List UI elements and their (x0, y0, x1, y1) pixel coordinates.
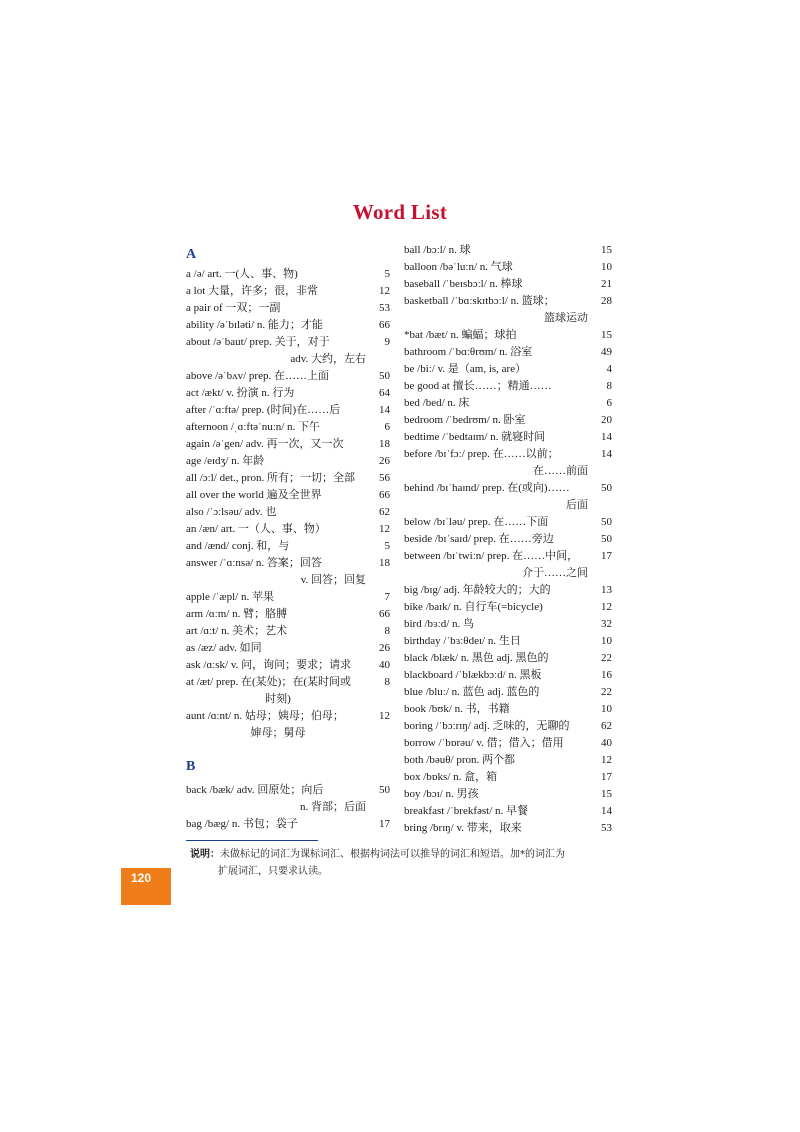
word-entry (186, 385, 390, 402)
word-term: act /ækt/ v. 扮演 n. 行为 (186, 387, 295, 399)
word-entry (186, 816, 390, 833)
word-entry (404, 344, 612, 361)
word-entry (404, 480, 612, 514)
word-entry (404, 786, 612, 803)
word-page-number: 50 (601, 482, 612, 494)
word-entry (404, 684, 612, 701)
word-page-number: 28 (601, 295, 612, 307)
section-letter-a: A (186, 247, 197, 262)
word-entry (186, 436, 390, 453)
word-entry (186, 368, 390, 385)
word-entry (404, 276, 612, 293)
note-divider (186, 840, 318, 841)
word-entry (404, 769, 612, 786)
word-list-right-column (404, 242, 612, 837)
word-term: bathroom /ˈbɑːθrʊm/ n. 浴室 (404, 346, 533, 358)
word-page-number: 12 (379, 523, 390, 535)
word-term: ball /bɔːl/ n. 球 (404, 244, 471, 256)
word-page-number: 50 (601, 516, 612, 528)
word-page-number: 12 (601, 601, 612, 613)
word-entry (404, 667, 612, 684)
word-entry (186, 487, 390, 504)
word-page-number: 17 (379, 818, 390, 830)
section-a-entries (186, 266, 390, 742)
word-term: art /ɑːt/ n. 美术；艺术 (186, 625, 288, 637)
word-page-number: 7 (384, 591, 390, 603)
word-term: bring /brɪŋ/ v. 带来，取来 (404, 822, 522, 834)
word-term: as /æz/ adv. 如同 (186, 642, 262, 654)
word-term: boring /ˈbɔːrɪŋ/ adj. 乏味的，无聊的 (404, 720, 570, 732)
word-page-number: 15 (601, 244, 612, 256)
page-title: Word List (352, 200, 448, 224)
word-term: above /əˈbʌv/ prep. 在……上面 (186, 370, 329, 382)
word-term: afternoon /ˌɑːftəˈnuːn/ n. 下午 (186, 421, 321, 433)
word-page-number: 14 (601, 805, 612, 817)
word-term-continuation: v. 回答；回复 (300, 574, 366, 586)
word-page-number: 62 (379, 506, 390, 518)
word-term-continuation: 时刻) (265, 693, 291, 705)
word-page-number: 64 (379, 387, 390, 399)
word-term: be /biː/ v. 是（am, is, are） (404, 363, 527, 375)
word-entry (404, 242, 612, 259)
word-page-number: 4 (606, 363, 612, 375)
word-term: all /ɔːl/ det., pron. 所有；一切；全部 (186, 472, 355, 484)
word-page-number: 50 (379, 784, 390, 796)
word-term-continuation: 在……前面 (533, 465, 588, 477)
word-page-number: 14 (379, 404, 390, 416)
word-entry (186, 470, 390, 487)
word-page-number: 8 (384, 676, 390, 688)
word-entry (404, 293, 612, 327)
word-term: bedroom /ˈbedrʊm/ n. 卧室 (404, 414, 526, 426)
word-term: below /bɪˈləu/ prep. 在……下面 (404, 516, 549, 528)
word-page-number: 26 (379, 642, 390, 654)
word-entry (404, 752, 612, 769)
word-page-number: 66 (379, 608, 390, 620)
word-entry (186, 538, 390, 555)
word-entry (186, 521, 390, 538)
word-term: before /bɪˈfɔː/ prep. 在……以前； (404, 448, 559, 460)
word-term: also /ˈɔːlsəu/ adv. 也 (186, 506, 277, 518)
word-term: aunt /ɑːnt/ n. 姑母；姨母；伯母； (186, 710, 344, 722)
word-term: both /bəuθ/ pron. 两个都 (404, 754, 515, 766)
section-letter-b: B (186, 759, 196, 774)
word-entry (404, 259, 612, 276)
word-term: answer /ˈɑːnsə/ n. 答案；回答 (186, 557, 322, 569)
word-page-number: 10 (601, 703, 612, 715)
word-term: a /ə/ art. 一(人、事、物) (186, 268, 298, 280)
word-entry (404, 599, 612, 616)
word-entry (404, 548, 612, 582)
word-entry (404, 582, 612, 599)
word-page-number: 18 (379, 438, 390, 450)
page-number-badge: 120 (121, 868, 171, 905)
word-term: ask /ɑːsk/ v. 问，询问；要求；请求 (186, 659, 352, 671)
word-page-number: 12 (601, 754, 612, 766)
word-term-continuation: 介于……之间 (522, 567, 588, 579)
word-page-number: 32 (601, 618, 612, 630)
word-page-number: 53 (601, 822, 612, 834)
word-term: baseball /ˈbeɪsbɔːl/ n. 棒球 (404, 278, 523, 290)
word-entry (186, 589, 390, 606)
note-label: 说明： (190, 849, 220, 860)
word-page-number: 14 (601, 448, 612, 460)
word-term: bedtime /ˈbedtaɪm/ n. 就寝时间 (404, 431, 546, 443)
note-line-2: 扩展词汇，只要求认读。 (218, 866, 328, 877)
word-entry (404, 395, 612, 412)
word-entry (186, 504, 390, 521)
word-entry (186, 283, 390, 300)
word-term-continuation: n. 背部；后面 (300, 801, 366, 813)
word-page-number: 50 (379, 370, 390, 382)
word-term: a lot 大量，许多；很，非常 (186, 285, 318, 297)
word-entry (186, 606, 390, 623)
word-page-number: 22 (601, 652, 612, 664)
word-term: at /æt/ prep. 在(某处)；在(某时间或 (186, 676, 351, 688)
word-entry (186, 266, 390, 283)
word-page-number: 14 (601, 431, 612, 443)
word-term: apple /ˈæpl/ n. 苹果 (186, 591, 274, 603)
section-b-entries-right (404, 242, 612, 837)
word-term-continuation: 后面 (566, 499, 588, 511)
word-term-continuation: adv. 大约，左右 (290, 353, 366, 365)
word-entry (186, 419, 390, 436)
word-entry (186, 453, 390, 470)
word-entry (186, 708, 390, 742)
word-entry (404, 820, 612, 837)
note-line-1: 未做标记的词汇为课标词汇、根据构词法可以推导的词汇和短语。加*的词汇为 (220, 849, 565, 860)
word-term: between /bɪˈtwiːn/ prep. 在……中间， (404, 550, 579, 562)
word-entry (186, 782, 390, 816)
word-term: all over the world 遍及全世界 (186, 489, 322, 501)
word-term: age /eɪdʒ/ n. 年龄 (186, 455, 265, 467)
word-page-number: 50 (601, 533, 612, 545)
word-page-number: 26 (379, 455, 390, 467)
word-term: ability /əˈbɪləti/ n. 能力；才能 (186, 319, 323, 331)
word-page-number: 13 (601, 584, 612, 596)
word-page-number: 62 (601, 720, 612, 732)
word-entry (404, 514, 612, 531)
word-list-left-column (186, 242, 390, 833)
word-entry (186, 334, 390, 368)
word-page-number: 40 (379, 659, 390, 671)
word-entry (186, 674, 390, 708)
word-term: bed /bed/ n. 床 (404, 397, 470, 409)
word-entry (404, 616, 612, 633)
word-entry (404, 361, 612, 378)
word-page-number: 10 (601, 635, 612, 647)
footnote (190, 846, 620, 880)
word-page-number: 12 (379, 285, 390, 297)
word-term: boy /bɔɪ/ n. 男孩 (404, 788, 479, 800)
word-term: be good at 擅长……；精通…… (404, 380, 552, 392)
word-page-number: 15 (601, 788, 612, 800)
word-page-number: 8 (384, 625, 390, 637)
word-term: bag /bæg/ n. 书包；袋子 (186, 818, 298, 830)
word-page-number: 22 (601, 686, 612, 698)
word-page-number: 15 (601, 329, 612, 341)
word-entry (404, 429, 612, 446)
word-term: again /əˈgen/ adv. 再一次，又一次 (186, 438, 344, 450)
word-entry (404, 718, 612, 735)
word-entry (404, 803, 612, 820)
word-entry (186, 402, 390, 419)
word-term: birthday /ˈbɜːθdeɪ/ n. 生日 (404, 635, 521, 647)
word-entry (404, 412, 612, 429)
word-term: book /bʊk/ n. 书，书籍 (404, 703, 510, 715)
word-term-continuation: 婶母；舅母 (250, 727, 306, 739)
word-term: a pair of 一双；一副 (186, 302, 281, 314)
word-page-number: 66 (379, 319, 390, 331)
word-page-number: 5 (384, 268, 390, 280)
word-term: borrow /ˈbɒrəu/ v. 借；借入；借用 (404, 737, 564, 749)
word-page-number: 17 (601, 771, 612, 783)
word-term: big /bɪg/ adj. 年龄较大的；大的 (404, 584, 551, 596)
word-page-number: 53 (379, 302, 390, 314)
word-entry (186, 623, 390, 640)
word-page-number: 49 (601, 346, 612, 358)
word-entry (404, 531, 612, 548)
word-entry (404, 650, 612, 667)
word-entry (186, 555, 390, 589)
word-term: blue /bluː/ n. 蓝色 adj. 蓝色的 (404, 686, 540, 698)
word-term: blackboard /ˈblækbɔːd/ n. 黑板 (404, 669, 542, 681)
word-page-number: 17 (601, 550, 612, 562)
word-term: back /bæk/ adv. 回原处；向后 (186, 784, 324, 796)
word-entry (186, 317, 390, 334)
section-b-entries-left (186, 782, 390, 833)
word-page-number: 8 (606, 380, 612, 392)
word-term: arm /ɑːm/ n. 臂；胳膊 (186, 608, 288, 620)
word-entry (186, 640, 390, 657)
word-term: bird /bɜːd/ n. 鸟 (404, 618, 475, 630)
word-page-number: 9 (384, 336, 390, 348)
word-term: after /ˈɑːftə/ prep. (时间)在……后 (186, 404, 341, 416)
word-term-continuation: 篮球运动 (544, 312, 588, 324)
word-page-number: 10 (601, 261, 612, 273)
word-term: and /ænd/ conj. 和，与 (186, 540, 290, 552)
word-page-number: 18 (379, 557, 390, 569)
word-term: behind /bɪˈhaɪnd/ prep. 在(或向)…… (404, 482, 570, 494)
word-term: black /blæk/ n. 黑色 adj. 黑色的 (404, 652, 549, 664)
word-page-number: 6 (606, 397, 612, 409)
word-entry (404, 701, 612, 718)
word-page-number: 12 (379, 710, 390, 722)
word-entry (404, 446, 612, 480)
word-entry (404, 633, 612, 650)
word-page-number: 66 (379, 489, 390, 501)
word-entry (404, 378, 612, 395)
word-page-number: 20 (601, 414, 612, 426)
word-term: bike /baɪk/ n. 自行车(=bicycle) (404, 601, 543, 613)
word-entry (186, 657, 390, 674)
word-term: breakfast /ˈbrekfəst/ n. 早餐 (404, 805, 529, 817)
word-term: an /æn/ art. 一（人、事、物） (186, 523, 326, 535)
word-page-number: 16 (601, 669, 612, 681)
word-entry (404, 735, 612, 752)
word-page-number: 6 (384, 421, 390, 433)
word-page-number: 5 (384, 540, 390, 552)
word-term: *bat /bæt/ n. 蝙蝠；球拍 (404, 329, 517, 341)
word-term: basketball /ˈbɑːskɪtbɔːl/ n. 篮球； (404, 295, 555, 307)
word-page-number: 56 (379, 472, 390, 484)
word-page-number: 40 (601, 737, 612, 749)
word-page-number: 21 (601, 278, 612, 290)
word-entry (186, 300, 390, 317)
word-term: box /bɒks/ n. 盒，箱 (404, 771, 498, 783)
word-term: beside /bɪˈsaɪd/ prep. 在……旁边 (404, 533, 554, 545)
word-term: about /əˈbaut/ prep. 关于，对于 (186, 336, 330, 348)
word-term: balloon /bəˈluːn/ n. 气球 (404, 261, 513, 273)
word-entry (404, 327, 612, 344)
